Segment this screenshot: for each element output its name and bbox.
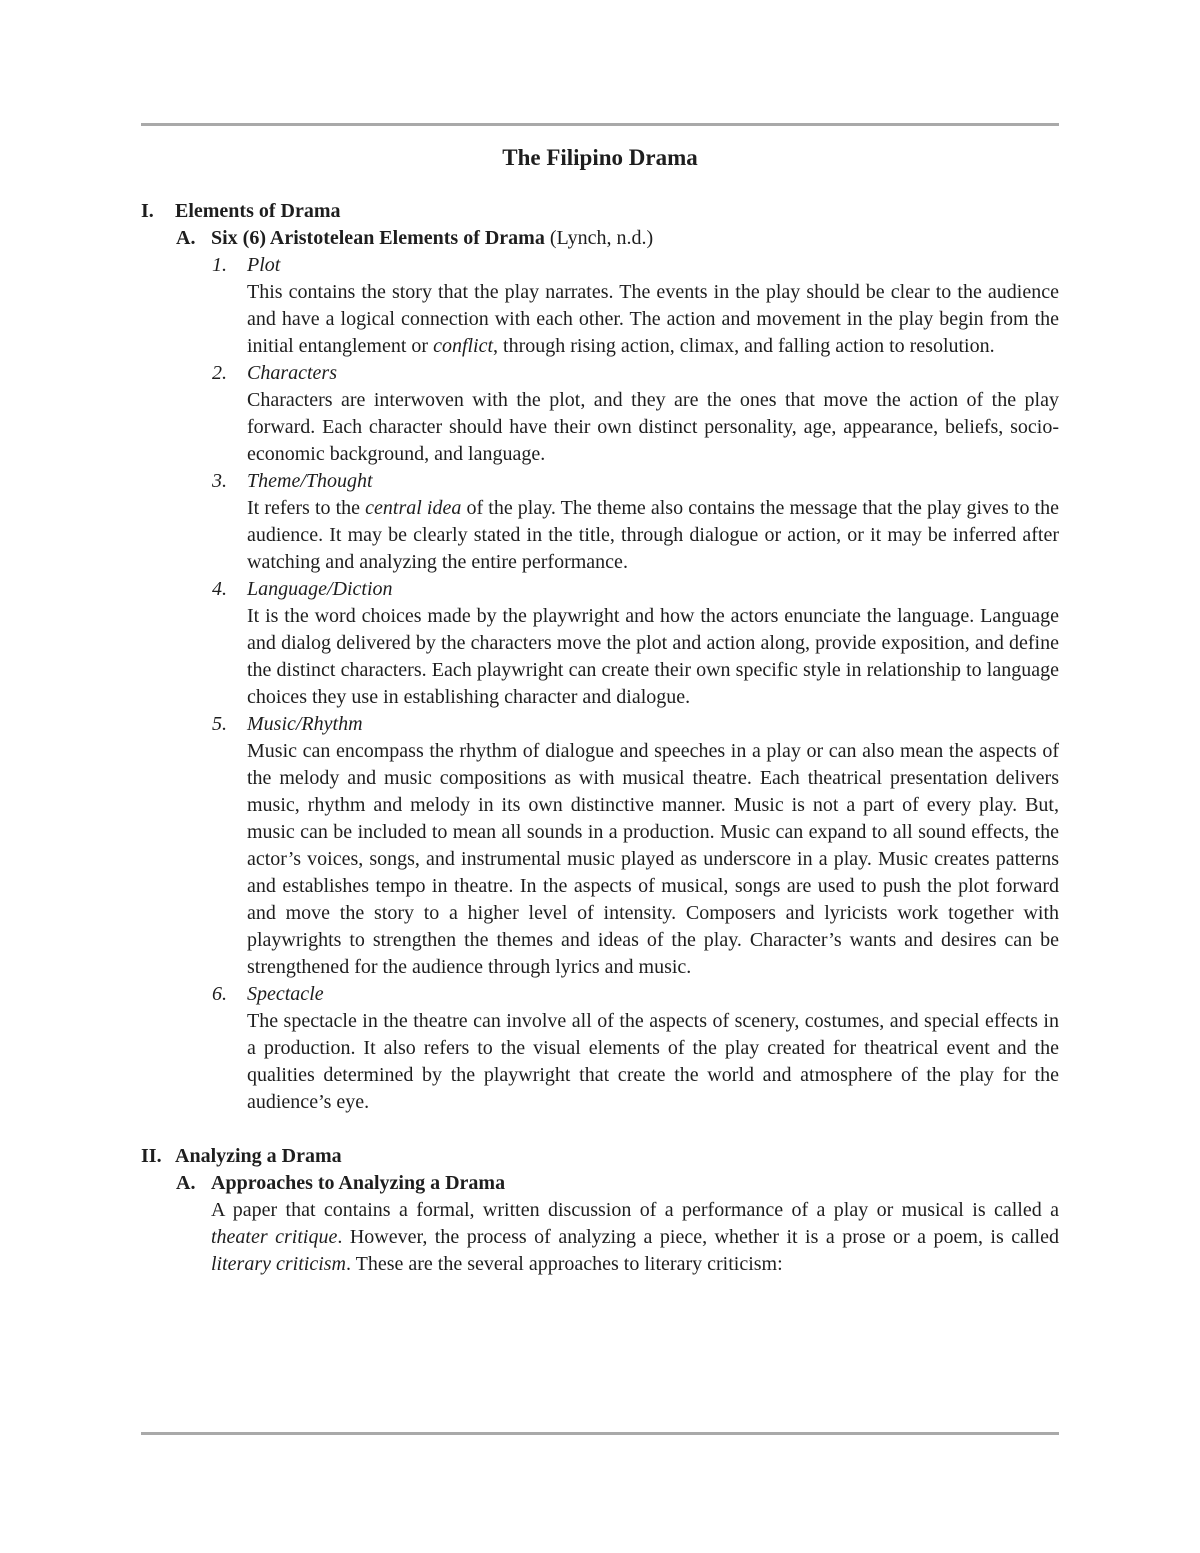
element-item-music: [141, 711, 1059, 981]
item-label: Theme/Thought: [247, 470, 373, 492]
item-description: It refers to the central idea of the play. The theme also contains the message that the play gives to the audience. It may be clearly stated in the title, through dialogue or action, or it may be inferred after watching and analyzing the entire performance.: [247, 497, 1059, 573]
item-number: 2.: [212, 362, 227, 384]
element-item-characters: [141, 360, 1059, 468]
item-label: Characters: [247, 362, 337, 384]
section-1a-number: A.: [176, 227, 196, 249]
item-description: It is the word choices made by the playwright and how the actors enunciate the language. Language and dialog delivered by the characters move the plot and action along, provide exposition, and define the distinct characters. Each playwright can create their own specific style in relationship to language choices they use in establishing character and dialogue.: [247, 605, 1059, 708]
item-number: 4.: [212, 578, 227, 600]
item-description: Characters are interwoven with the plot, and they are the ones that move the action of the play forward. Each character should have their own distinct personality, age, appearance, beliefs, socio-economic background, and language.: [247, 389, 1059, 465]
section-2a-title: Approaches to Analyzing a Drama: [211, 1172, 506, 1194]
element-item-language: [141, 576, 1059, 711]
item-description: This contains the story that the play narrates. The events in the play should be clear to the audience and have a logical connection with each other. The action and movement in the play begin from the initial entanglement or conflict, through rising action, climax, and falling action to resolution.: [247, 281, 1059, 357]
element-item-plot: [141, 252, 1059, 360]
element-item-theme: [141, 468, 1059, 576]
section-2-number: II.: [141, 1145, 162, 1167]
top-rule: [141, 123, 1059, 126]
item-label: Plot: [247, 254, 281, 276]
item-number: 5.: [212, 713, 227, 735]
section-2-title: Analyzing a Drama: [175, 1145, 342, 1167]
section-2a-number: A.: [176, 1172, 196, 1194]
section-1-number: I.: [141, 200, 154, 222]
element-item-spectacle: [141, 981, 1059, 1116]
document-title: The Filipino Drama: [502, 145, 698, 170]
item-label: Spectacle: [247, 983, 324, 1005]
section-2a-paragraph: A paper that contains a formal, written discussion of a performance of a play or musical is called a theater critique. However, the process of analyzing a piece, whether it is a prose or a poem, is called literary criticism. These are the several approaches to literary criticism:: [211, 1199, 1059, 1275]
emphasis-text: theater critique: [211, 1226, 338, 1248]
emphasis-text: literary criticism: [211, 1253, 346, 1275]
emphasis-text: conflict: [433, 335, 494, 357]
section-1a-citation: (Lynch, n.d.): [544, 227, 654, 249]
bottom-rule: [141, 1432, 1059, 1435]
section-2-heading: [141, 1143, 1059, 1170]
document-body: [141, 198, 1059, 1278]
item-label: Music/Rhythm: [247, 713, 363, 735]
item-number: 3.: [212, 470, 227, 492]
item-description: Music can encompass the rhythm of dialogue and speeches in a play or can also mean the aspects of the melody and music compositions as with musical theatre. Each theatrical presentation delivers music, rhythm and melody in its own distinctive manner. Music is not a part of every play. But, music can be included to mean all sounds in a production. Music can expand to all sound effects, the actor’s voices, songs, and instrumental music played as underscore in a play. Music creates patterns and establishes tempo in theatre. In the aspects of musical, songs are used to push the plot forward and move the story to a higher level of intensity. Composers and lyricists work together with playwrights to strengthen the themes and ideas of the play. Character’s wants and desires can be strengthened for the audience through lyrics and music.: [247, 740, 1059, 978]
section-1a-heading: [141, 225, 1059, 252]
emphasis-text: central idea: [365, 497, 462, 519]
section-1a-title: Six (6) Aristotelean Elements of Drama: [211, 227, 545, 249]
item-description: The spectacle in the theatre can involve all of the aspects of scenery, costumes, and special effects in a production. It also refers to the visual elements of the play created for theatrical event and the qualities determined by the playwright that create the world and atmosphere of the play for the audience’s eye.: [247, 1010, 1059, 1113]
item-number: 1.: [212, 254, 227, 276]
item-number: 6.: [212, 983, 227, 1005]
section-1-heading: [141, 198, 1059, 225]
item-label: Language/Diction: [247, 578, 393, 600]
section-2a-heading: [141, 1170, 1059, 1197]
section-1-title: Elements of Drama: [175, 200, 341, 222]
